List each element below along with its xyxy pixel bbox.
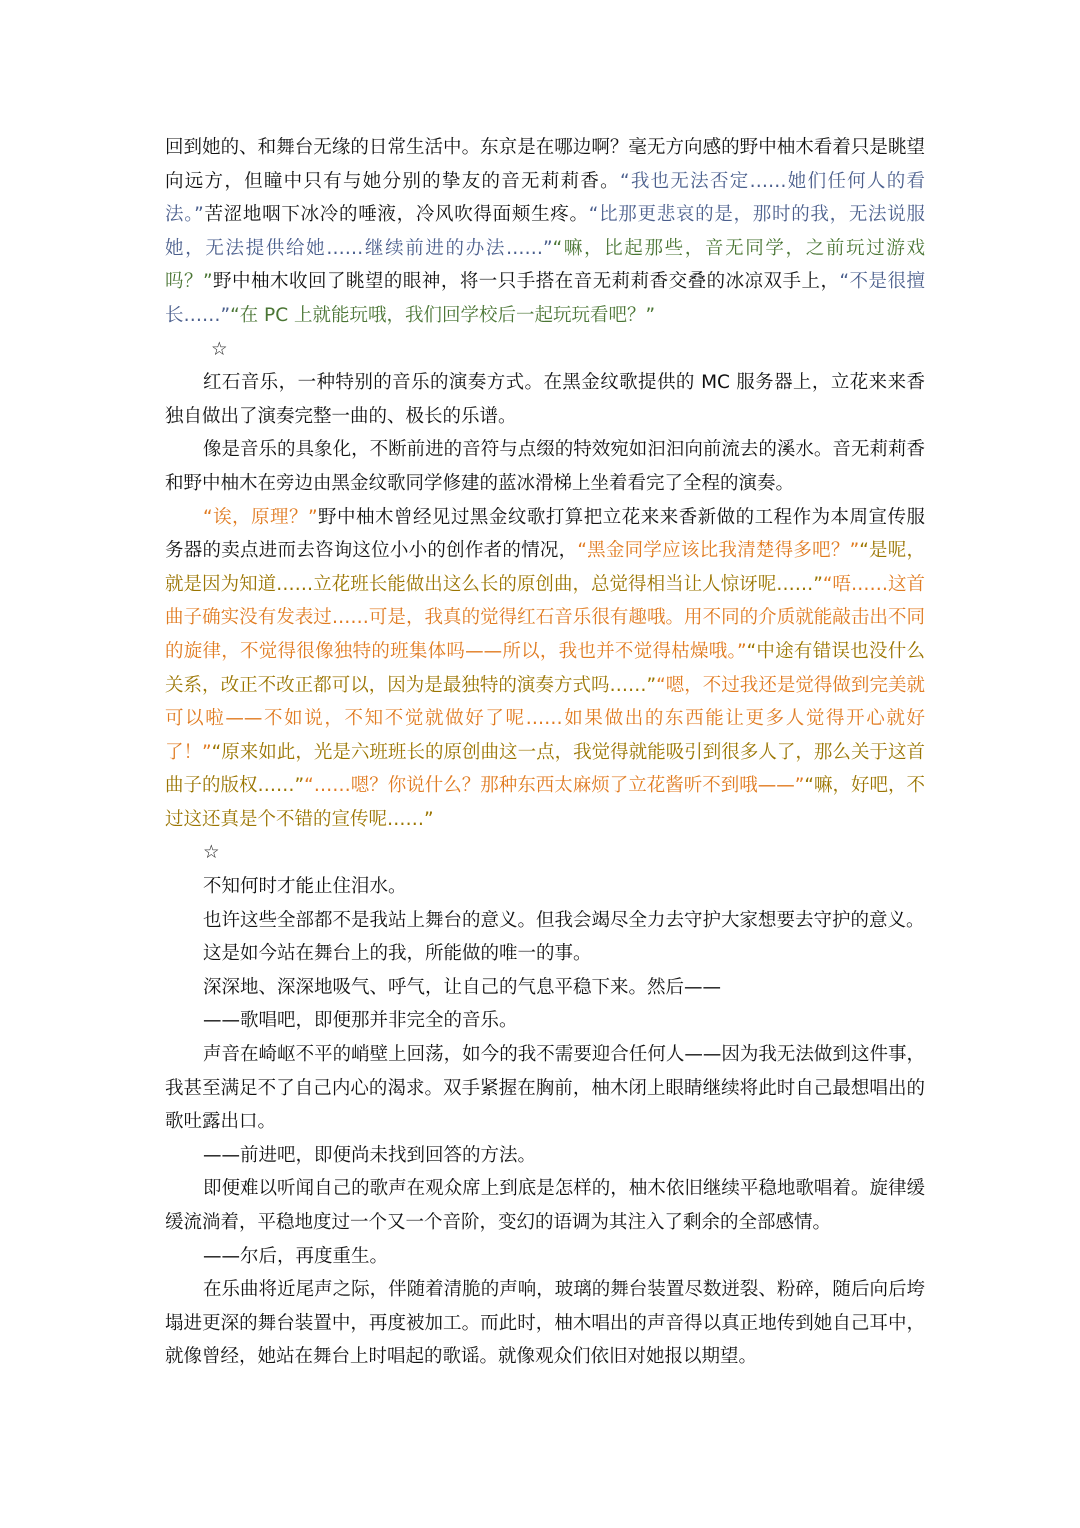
dialogue-line: “嘛，好吧，不过这还真是个不错的宣传呢……”: [165, 775, 925, 830]
paragraph-conversation: [165, 501, 925, 837]
paragraph-redstone-intro: 红石音乐，一种特别的音乐的演奏方式。在黑金纹歌提供的 MC 服务器上，立花来来香独自做出了演奏完整一曲的、极长的乐谱。: [165, 372, 925, 427]
dialogue-line: “原来如此，光是六班班长的原创曲这一点，我觉得就能吸引到很多人了，那么关于这首曲子的版权……”: [165, 741, 926, 797]
dialogue-line: “是呢，就是因为知道……立花班长能做出这么长的原创曲，总觉得相当让人惊讶呢……”: [165, 540, 926, 595]
dialogue-line: “黑金同学应该比我清楚得多吧？”: [577, 540, 860, 562]
dialogue-line: “我也无法否定……她们任何人的看法。”: [165, 170, 925, 226]
paragraph: 即便难以听闻自己的歌声在观众席上到底是怎样的，柚木依旧继续平稳地歌唱着。旋律缓缓流淌着，平稳地度过一个又一个音阶，变幻的语调为其注入了剩余的全部感情。: [165, 1178, 925, 1233]
paragraph: 不知何时才能止住泪水。: [203, 876, 407, 898]
paragraph: 深深地、深深地吸气、呼气，让自己的气息平稳下来。然后——: [203, 976, 722, 998]
narration-text: 野中柚木收回了眺望的眼神，将一只手搭在音无莉莉香交叠的冰凉双手上，: [212, 271, 840, 293]
dialogue-line: “嘛，比起那些，音无同学，之前玩过游戏吗？”: [165, 237, 925, 293]
dialogue-line: “嗯，不过我还是觉得做到完美就可以啦——不如说，不知不觉就做好了呢……如果做出的东西能让更多人觉得开心就好了！”: [165, 674, 925, 763]
dialogue-line: “……嗯？你说什么？那种东西太麻烦了立花酱听不到哦——”: [304, 775, 805, 797]
dialogue-line: “诶，原理？”: [203, 506, 318, 528]
paragraph: 也许这些全部都不是我站上舞台的意义。但我会竭尽全力去守护大家想要去守护的意义。: [203, 909, 925, 931]
paragraph: 在乐曲将近尾声之际，伴随着清脆的声响，玻璃的舞台装置尽数迸裂、粉碎，随后向后垮塌进更深的舞台装置中，再度被加工。而此时，柚木唱出的声音得以真正地传到她自己耳中，就像曾经，她站在舞台上时唱起的歌谣。就像观众们依旧对她报以期望。: [165, 1279, 925, 1368]
dialogue-line: “在 PC 上就能玩哦，我们回学校后一起玩玩看吧？”: [230, 304, 656, 326]
section-divider-star: ☆: [211, 338, 228, 360]
paragraph: ——前进吧，即便尚未找到回答的方法。: [203, 1144, 537, 1166]
paragraph-music-visual: 像是音乐的具象化，不断前进的音符与点缀的特效宛如汩汩向前流去的溪水。音无莉莉香和野中柚木在旁边由黑金纹歌同学修建的蓝冰滑梯上坐着看完了全程的演奏。: [165, 439, 925, 494]
dialogue-line: “唔……这首曲子确实没有发表过……可是，我真的觉得红石音乐很有趣哦。用不同的介质就能敲击出不同的旋律，不觉得很像独特的班集体吗——所以，我也并不觉得枯燥哦。”: [165, 573, 925, 662]
document-page: [165, 131, 925, 1374]
narration-text: 野中柚木曾经见过黑金纹歌打算把立花来来香新做的工程作为本周宣传服务器的卖点进而去咨询这位小小的创作者的情况，: [165, 506, 925, 562]
dialogue-line: “不是很擅长……”: [165, 271, 925, 326]
dialogue-line: “中途有错误也没什么关系，改正不改正都可以，因为是最独特的演奏方式吗……”: [165, 640, 925, 696]
dialogue-line: “比那更悲哀的是，那时的我，无法说服她，无法提供给她……继续前进的办法……”: [165, 204, 925, 259]
paragraph-return-home: [165, 131, 925, 333]
paragraph: ——尔后，再度重生。: [203, 1245, 389, 1267]
narration-text: 苦涩地咽下冰冷的唾液，冷风吹得面颊生疼。: [203, 204, 589, 226]
paragraph: 声音在崎岖不平的峭壁上回荡，如今的我不需要迎合任何人——因为我无法做到这件事，我甚至满足不了自己内心的渴求。双手紧握在胸前，柚木闭上眼睛继续将此时自己最想唱出的歌吐露出口。: [165, 1044, 925, 1133]
paragraph: 这是如今站在舞台上的我，所能做的唯一的事。: [203, 943, 592, 965]
section-divider-star: ☆: [203, 842, 220, 864]
narration-text: 回到她的、和舞台无缘的日常生活中。东京是在哪边啊？毫无方向感的野中柚木看着只是眺望向远方，但瞳中只有与她分别的挚友的音无莉莉香。: [165, 137, 925, 192]
paragraph: ——歌唱吧，即便那并非完全的音乐。: [203, 1010, 518, 1032]
